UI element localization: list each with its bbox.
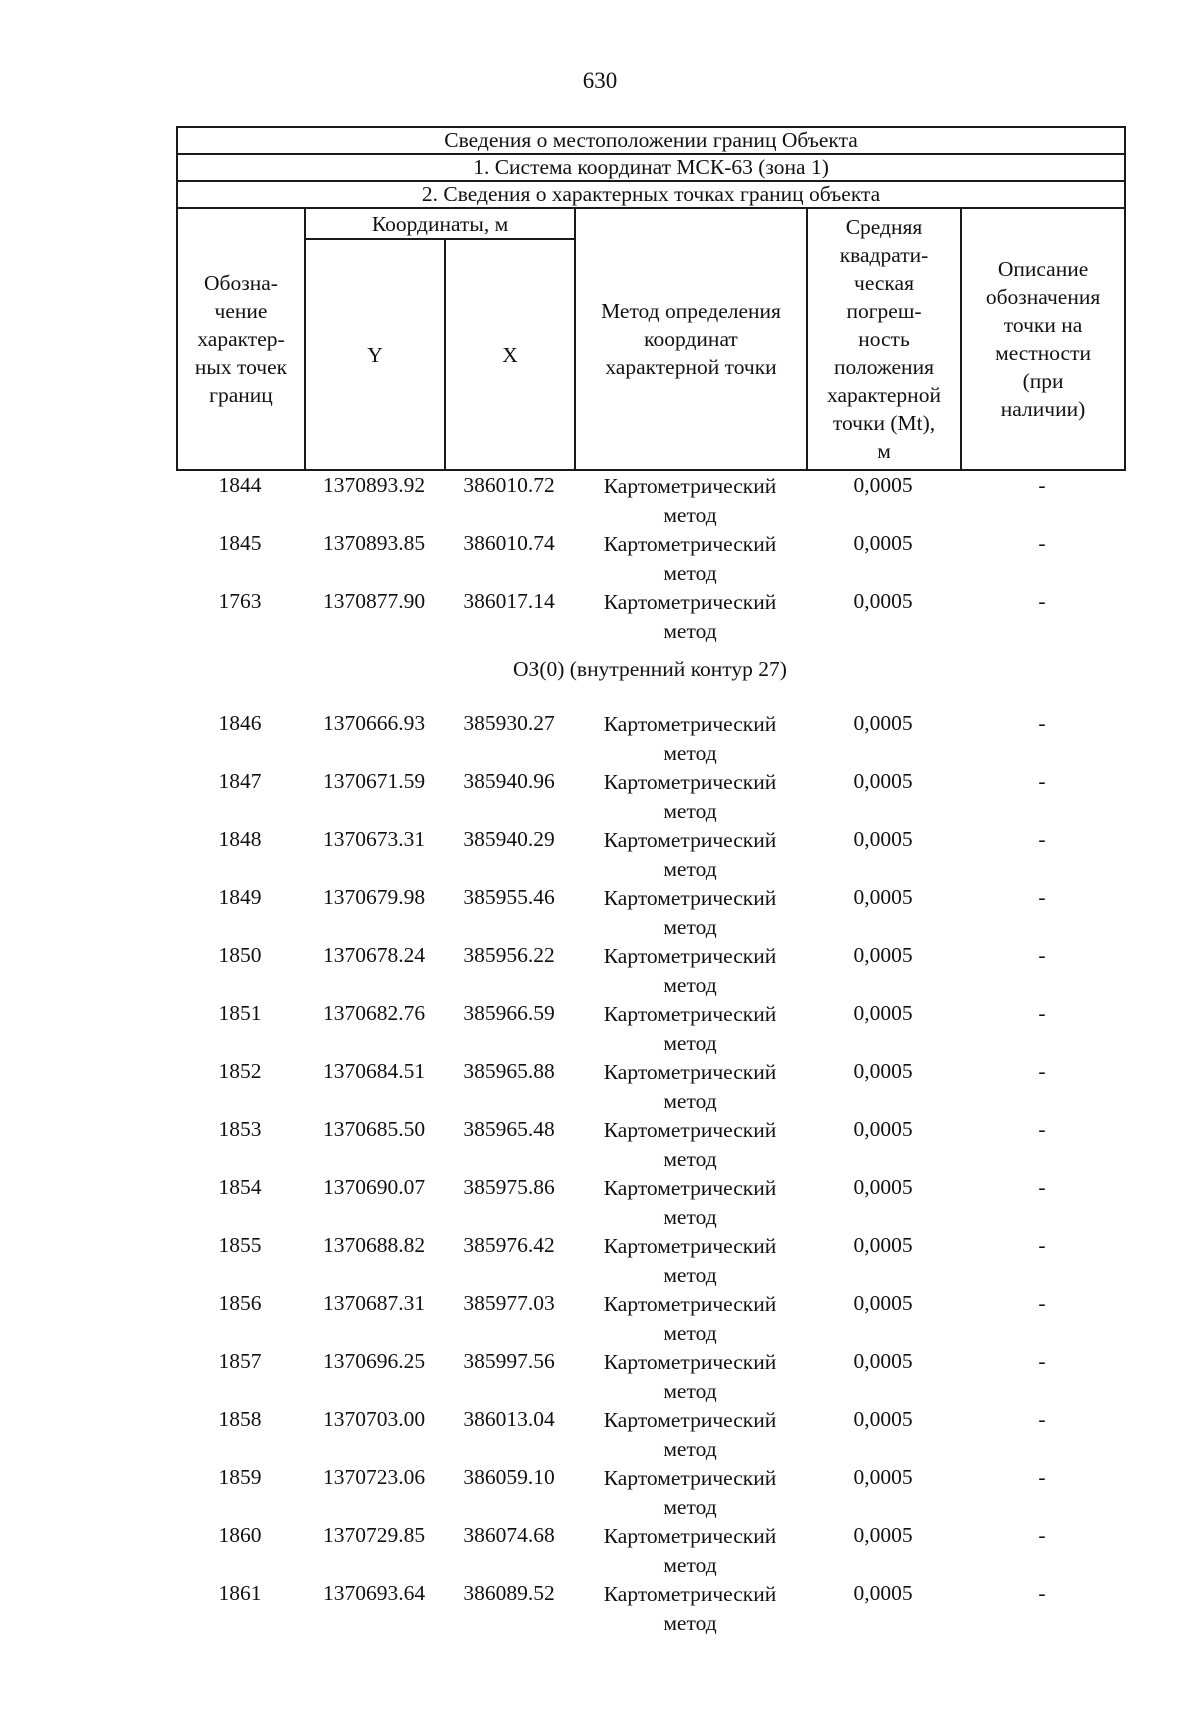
coord-y: 1370696.25 (322, 1349, 426, 1373)
method: Картометрический метод (603, 1118, 777, 1171)
error-value: 0,0005 (853, 1233, 913, 1257)
table-title: Сведения о местоположении границ Объекта (177, 127, 1125, 154)
column-header-coordinates: Координаты, м (305, 208, 575, 239)
error-value: 0,0005 (853, 1059, 913, 1083)
table-row (176, 1464, 1124, 1522)
point-id: 1856 (218, 1291, 262, 1315)
method: Картометрический метод (603, 474, 777, 527)
point-id: 1860 (218, 1523, 262, 1547)
error-value: 0,0005 (853, 885, 913, 909)
coord-y: 1370678.24 (322, 943, 426, 967)
method: Картометрический метод (603, 770, 777, 823)
description: - (1038, 1001, 1046, 1025)
method: Картометрический метод (603, 1002, 777, 1055)
column-header-error: Средняя квадрати- ческая погреш- ность положения характерной точки (Mt), м (807, 208, 961, 470)
description: - (1038, 531, 1046, 555)
table-row (176, 1116, 1124, 1174)
coord-x: 385940.29 (463, 827, 555, 851)
description: - (1038, 827, 1046, 851)
method: Картометрический метод (603, 590, 777, 643)
column-header-y: Y (305, 239, 445, 470)
description: - (1038, 1291, 1046, 1315)
table-row (176, 768, 1124, 826)
description: - (1038, 1175, 1046, 1199)
table-row (176, 1290, 1124, 1348)
coord-x: 385930.27 (463, 711, 555, 735)
error-value: 0,0005 (853, 827, 913, 851)
point-id: 1763 (218, 589, 262, 613)
error-value: 0,0005 (853, 1349, 913, 1373)
description: - (1038, 1349, 1046, 1373)
table-row (176, 1348, 1124, 1406)
point-id: 1859 (218, 1465, 262, 1489)
point-id: 1852 (218, 1059, 262, 1083)
table-row (176, 1174, 1124, 1232)
point-id: 1847 (218, 769, 262, 793)
coord-x: 386013.04 (463, 1407, 555, 1431)
method: Картометрический метод (603, 532, 777, 585)
coord-x: 386089.52 (463, 1581, 555, 1605)
coord-x: 385965.48 (463, 1117, 555, 1141)
method: Картометрический метод (603, 1234, 777, 1287)
error-value: 0,0005 (853, 531, 913, 555)
coord-y: 1370682.76 (322, 1001, 426, 1025)
method: Картометрический метод (603, 1408, 777, 1461)
point-id: 1861 (218, 1581, 262, 1605)
coord-y: 1370877.90 (322, 589, 426, 613)
method: Картометрический метод (603, 712, 777, 765)
description: - (1038, 473, 1046, 497)
error-value: 0,0005 (853, 943, 913, 967)
coord-x: 385940.96 (463, 769, 555, 793)
description: - (1038, 1581, 1046, 1605)
table-row (176, 1522, 1124, 1580)
method: Картометрический метод (603, 1292, 777, 1345)
table-row (176, 826, 1124, 884)
coord-y: 1370893.92 (322, 473, 426, 497)
coord-x: 385976.42 (463, 1233, 555, 1257)
method: Картометрический метод (603, 828, 777, 881)
error-value: 0,0005 (853, 1407, 913, 1431)
coord-y: 1370679.98 (322, 885, 426, 909)
description: - (1038, 589, 1046, 613)
error-value: 0,0005 (853, 1117, 913, 1141)
coord-y: 1370690.07 (322, 1175, 426, 1199)
error-value: 0,0005 (853, 473, 913, 497)
method: Картометрический метод (603, 1466, 777, 1519)
coord-x: 386010.72 (463, 473, 555, 497)
page-number: 630 (582, 68, 618, 93)
column-header-designation: Обозна- чение характер- ных точек границ (177, 208, 305, 470)
description: - (1038, 1233, 1046, 1257)
coord-y: 1370687.31 (322, 1291, 426, 1315)
description: - (1038, 1465, 1046, 1489)
error-value: 0,0005 (853, 1523, 913, 1547)
coord-x: 385965.88 (463, 1059, 555, 1083)
description: - (1038, 1117, 1046, 1141)
point-id: 1857 (218, 1349, 262, 1373)
coord-y: 1370893.85 (322, 531, 426, 555)
description: - (1038, 769, 1046, 793)
coord-y: 1370673.31 (322, 827, 426, 851)
table-row (176, 472, 1124, 530)
error-value: 0,0005 (853, 1465, 913, 1489)
table-row (176, 942, 1124, 1000)
error-value: 0,0005 (853, 769, 913, 793)
section-label: ОЗ(0) (внутренний контур 27) (513, 657, 787, 681)
error-value: 0,0005 (853, 1291, 913, 1315)
column-header-x: X (445, 239, 575, 470)
point-id: 1844 (218, 473, 262, 497)
coord-y: 1370688.82 (322, 1233, 426, 1257)
coord-y: 1370671.59 (322, 769, 426, 793)
error-value: 0,0005 (853, 711, 913, 735)
coord-y: 1370685.50 (322, 1117, 426, 1141)
section-row (176, 646, 1124, 710)
point-id: 1851 (218, 1001, 262, 1025)
coordinates-table-body (176, 472, 1124, 1638)
point-id: 1849 (218, 885, 262, 909)
point-id: 1845 (218, 531, 262, 555)
method: Картометрический метод (603, 1350, 777, 1403)
column-header-description: Описание обозначения точки на местности (при наличии) (961, 208, 1125, 470)
coord-y: 1370703.00 (322, 1407, 426, 1431)
table-row (176, 1232, 1124, 1290)
description: - (1038, 1407, 1046, 1431)
method: Картометрический метод (603, 1060, 777, 1113)
method: Картометрический метод (603, 1176, 777, 1229)
point-id: 1854 (218, 1175, 262, 1199)
description: - (1038, 943, 1046, 967)
coord-x: 386074.68 (463, 1523, 555, 1547)
method: Картометрический метод (603, 1524, 777, 1577)
table-row (176, 1580, 1124, 1638)
coordinates-table-header (176, 126, 1126, 471)
coord-x: 385955.46 (463, 885, 555, 909)
table-row (176, 588, 1124, 646)
coord-x: 385975.86 (463, 1175, 555, 1199)
coordinate-system-title: 1. Система координат МСК-63 (зона 1) (177, 154, 1125, 181)
coord-y: 1370693.64 (322, 1581, 426, 1605)
table-row (176, 1058, 1124, 1116)
coord-x: 385977.03 (463, 1291, 555, 1315)
coord-y: 1370666.93 (322, 711, 426, 735)
method: Картометрический метод (603, 1582, 777, 1635)
error-value: 0,0005 (853, 1175, 913, 1199)
point-id: 1853 (218, 1117, 262, 1141)
coord-x: 386010.74 (463, 531, 555, 555)
coord-x: 385997.56 (463, 1349, 555, 1373)
coord-x: 385956.22 (463, 943, 555, 967)
table-subtitle: 2. Сведения о характерных точках границ объекта (177, 181, 1125, 208)
point-id: 1850 (218, 943, 262, 967)
coord-y: 1370723.06 (322, 1465, 426, 1489)
description: - (1038, 711, 1046, 735)
table-row (176, 710, 1124, 768)
point-id: 1846 (218, 711, 262, 735)
description: - (1038, 1523, 1046, 1547)
point-id: 1855 (218, 1233, 262, 1257)
error-value: 0,0005 (853, 1581, 913, 1605)
point-id: 1858 (218, 1407, 262, 1431)
method: Картометрический метод (603, 886, 777, 939)
error-value: 0,0005 (853, 589, 913, 613)
table-row (176, 1000, 1124, 1058)
table-row (176, 530, 1124, 588)
error-value: 0,0005 (853, 1001, 913, 1025)
description: - (1038, 885, 1046, 909)
table-row (176, 1406, 1124, 1464)
point-id: 1848 (218, 827, 262, 851)
column-header-method: Метод определения координат характерной точки (575, 208, 807, 470)
coord-x: 385966.59 (463, 1001, 555, 1025)
method: Картометрический метод (603, 944, 777, 997)
coord-y: 1370684.51 (322, 1059, 426, 1083)
coord-x: 386017.14 (463, 589, 555, 613)
description: - (1038, 1059, 1046, 1083)
coord-x: 386059.10 (463, 1465, 555, 1489)
coord-y: 1370729.85 (322, 1523, 426, 1547)
table-row (176, 884, 1124, 942)
